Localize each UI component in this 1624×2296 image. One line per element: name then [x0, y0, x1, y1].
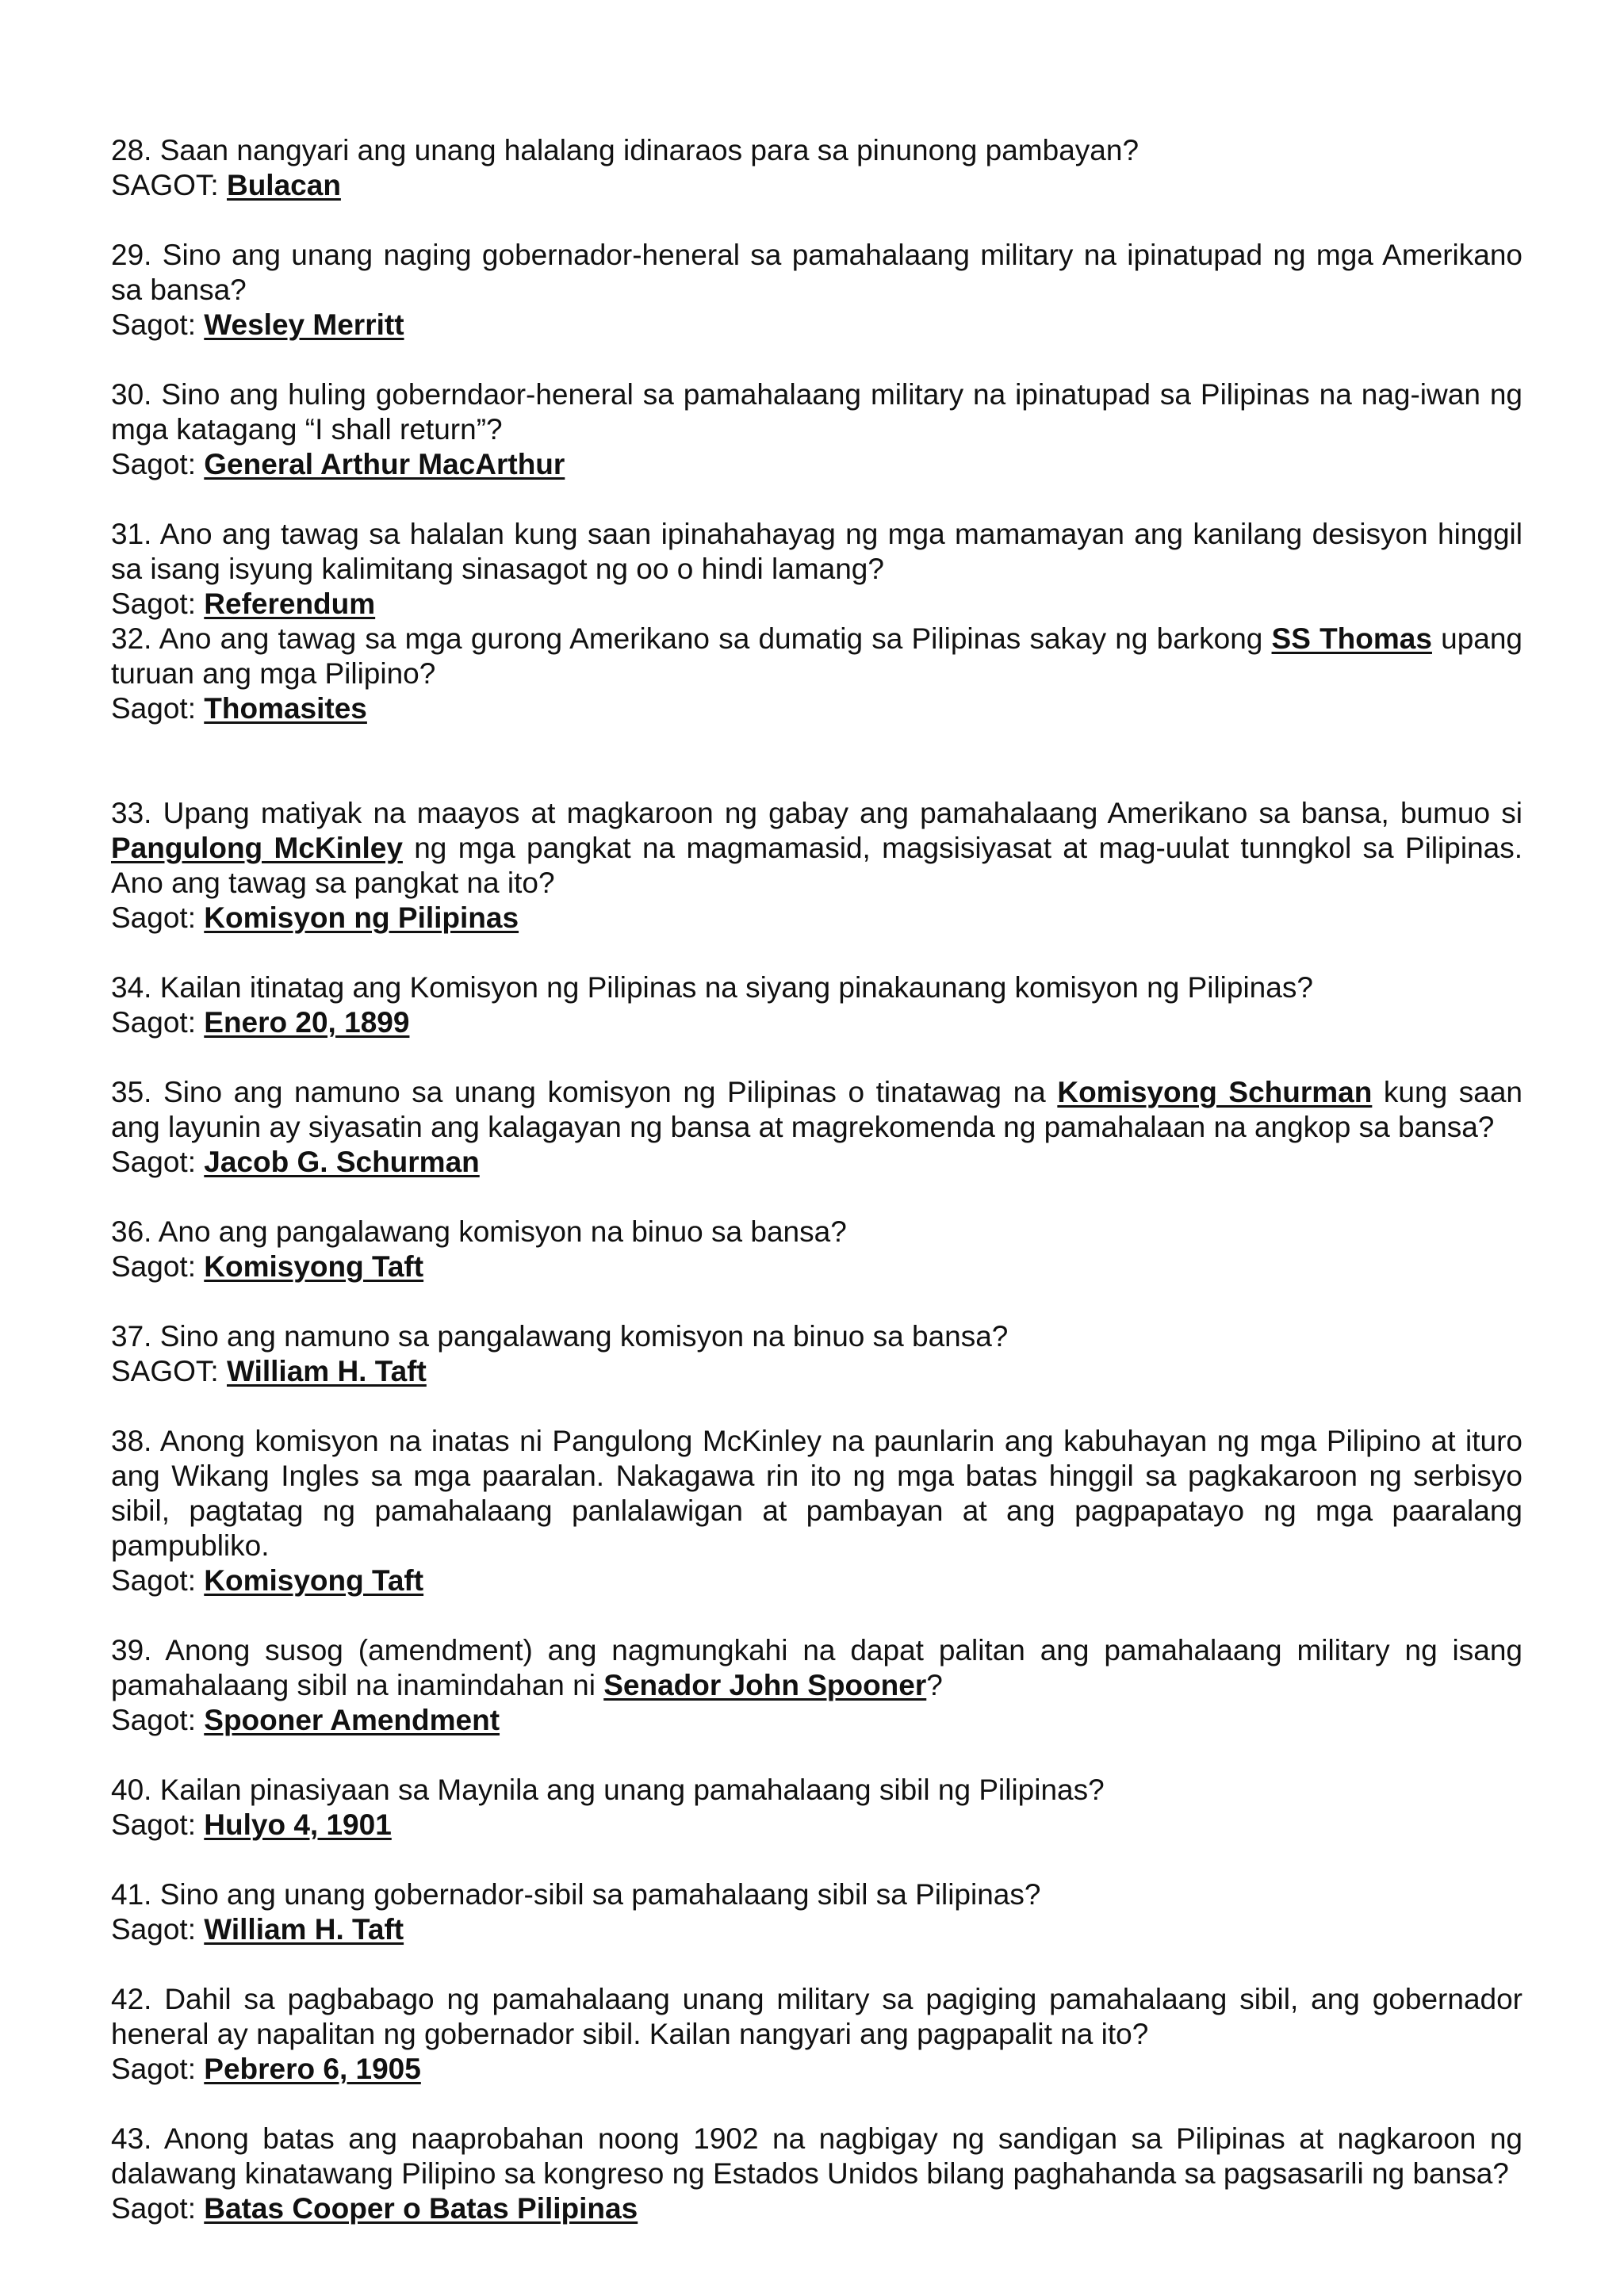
qa-item-31	[111, 517, 1522, 622]
question	[111, 1633, 1522, 1703]
question-text: Sino ang namuno sa unang komisyon ng Pilipinas o tinatawag na	[163, 1076, 1058, 1108]
question-number: 35.	[111, 1076, 152, 1108]
answer-label: Sagot:	[111, 1704, 196, 1736]
answer-text: Komisyon ng Pilipinas	[204, 901, 519, 934]
question-number: 39.	[111, 1634, 152, 1667]
answer-line	[111, 1249, 1522, 1284]
question	[111, 133, 1522, 168]
question	[111, 238, 1522, 308]
answer-line	[111, 1563, 1522, 1598]
answer-text: General Arthur MacArthur	[204, 448, 565, 480]
answer-line	[111, 1354, 1522, 1389]
answer-label: Sagot:	[111, 2053, 196, 2085]
question	[111, 517, 1522, 587]
question-text: Anong susog (amendment) ang nagmungkahi na dapat palitan ang pamahalaang military ng isang pamahalaang sibil na inamindahan ni	[111, 1634, 1522, 1701]
question-text: Sino ang unang gobernador-sibil sa pamahalaang sibil sa Pilipinas?	[159, 1878, 1041, 1911]
question-number: 37.	[111, 1320, 152, 1353]
question-number: 41.	[111, 1878, 152, 1911]
qa-item-36	[111, 1215, 1522, 1284]
answer-line	[111, 1808, 1522, 1843]
question	[111, 377, 1522, 447]
answer-label: SAGOT:	[111, 169, 219, 201]
answer-label: Sagot:	[111, 1006, 196, 1039]
answer-line	[111, 2052, 1522, 2087]
answer-text: Spooner Amendment	[204, 1704, 500, 1736]
qa-item-35	[111, 1075, 1522, 1180]
question-text: ng mga pangkat na magmamasid, magsisiyasat at mag-uulat tunngkol sa Pilipinas. Ano ang tawag sa pangkat na ito?	[111, 832, 1522, 899]
answer-label: Sagot:	[111, 1808, 196, 1841]
question-emphasis: SS Thomas	[1271, 622, 1432, 655]
question-number: 36.	[111, 1215, 152, 1248]
question	[111, 1075, 1522, 1145]
question-number: 32.	[111, 622, 152, 655]
question-text: Kailan pinasiyaan sa Maynila ang unang pamahalaang sibil ng Pilipinas?	[159, 1774, 1105, 1806]
qa-item-39	[111, 1633, 1522, 1738]
answer-line	[111, 587, 1522, 622]
qa-item-34	[111, 970, 1522, 1040]
question	[111, 970, 1522, 1005]
question-text: Upang matiyak na maayos at magkaroon ng gabay ang pamahalaang Amerikano sa bansa, bumuo si	[163, 797, 1523, 829]
question-number: 40.	[111, 1774, 152, 1806]
question	[111, 796, 1522, 901]
answer-text: Thomasites	[204, 692, 367, 725]
question-number: 38.	[111, 1425, 152, 1457]
answer-label: Sagot:	[111, 308, 196, 341]
answer-line	[111, 308, 1522, 342]
question-text: Ano ang tawag sa halalan kung saan ipinahahayag ng mga mamamayan ang kanilang desisyon hinggil sa isang isyung kalimitang sinasagot ng oo o hindi lamang?	[111, 518, 1522, 585]
qa-item-30	[111, 377, 1522, 482]
question-text: Kailan itinatag ang Komisyon ng Pilipinas na siyang pinakaunang komisyon ng Pilipinas?	[159, 971, 1313, 1004]
question-text: Anong komisyon na inatas ni Pangulong McKinley na paunlarin ang kabuhayan ng mga Pilipino at ituro ang Wikang Ingles sa mga paaralan. Nakagawa rin ito ng mga batas hinggil sa pagkakaroon ng serbisyo sibil, pagtatag ng pamahalaang panlalawigan at pambayan at ang pagpapatayo ng mga paaralang pampubliko.	[111, 1425, 1522, 1562]
question-number: 43.	[111, 2122, 152, 2155]
answer-label: Sagot:	[111, 1250, 196, 1283]
question-text: Sino ang unang naging gobernador-heneral sa pamahalaang military na ipinatupad ng mga Amerikano sa bansa?	[111, 239, 1522, 306]
qa-item-37	[111, 1319, 1522, 1389]
answer-line	[111, 2191, 1522, 2226]
question-number: 34.	[111, 971, 152, 1004]
answer-label: Sagot:	[111, 1564, 196, 1597]
answer-label: Sagot:	[111, 448, 196, 480]
question	[111, 1319, 1522, 1354]
answer-line	[111, 901, 1522, 936]
question	[111, 622, 1522, 691]
answer-line	[111, 691, 1522, 726]
question-number: 30.	[111, 378, 152, 411]
answer-label: SAGOT:	[111, 1355, 219, 1387]
qa-item-29	[111, 238, 1522, 342]
answer-label: Sagot:	[111, 1913, 196, 1946]
answer-label: Sagot:	[111, 692, 196, 725]
answer-label: Sagot:	[111, 2192, 196, 2225]
answer-text: Hulyo 4, 1901	[204, 1808, 392, 1841]
question-text: Sino ang namuno sa pangalawang komisyon na binuo sa bansa?	[159, 1320, 1009, 1353]
question-text: Anong batas ang naaprobahan noong 1902 na nagbigay ng sandigan sa Pilipinas at nagkaroon ng dalawang kinatawang Pilipino sa kongreso ng Estados Unidos bilang paghahanda sa pagsasarili ng bansa?	[111, 2122, 1522, 2190]
answer-line	[111, 1703, 1522, 1738]
question-number: 33.	[111, 797, 152, 829]
answer-text: Bulacan	[226, 169, 341, 201]
answer-text: Enero 20, 1899	[204, 1006, 410, 1039]
question-number: 29.	[111, 239, 152, 271]
answer-text: William H. Taft	[226, 1355, 427, 1387]
question	[111, 1877, 1522, 1912]
qa-item-41	[111, 1877, 1522, 1947]
answer-label: Sagot:	[111, 1146, 196, 1178]
question-number: 31.	[111, 518, 152, 550]
question-text: Sino ang huling goberndaor-heneral sa pamahalaang military na ipinatupad sa Pilipinas na nag-iwan ng mga katagang “I shall return”?	[111, 378, 1522, 446]
answer-line	[111, 1005, 1522, 1040]
qa-item-42	[111, 1982, 1522, 2087]
answer-text: Referendum	[204, 587, 376, 620]
answer-text: Batas Cooper o Batas Pilipinas	[204, 2192, 638, 2225]
qa-item-28	[111, 133, 1522, 203]
question-text: Dahil sa pagbabago ng pamahalaang unang military sa pagiging pamahalaang sibil, ang gobernador heneral ay napalitan ng gobernador sibil. Kailan nangyari ang pagpapalit na ito?	[111, 1983, 1522, 2050]
qa-item-33	[111, 796, 1522, 936]
answer-text: Komisyong Taft	[204, 1250, 424, 1283]
question	[111, 2122, 1522, 2191]
question-text: Ano ang tawag sa mga gurong Amerikano sa dumatig sa Pilipinas sakay ng barkong	[159, 622, 1272, 655]
answer-text: Jacob G. Schurman	[204, 1146, 480, 1178]
question-text: kung saan ang layunin ay siyasatin ang kalagayan ng bansa at magrekomenda ng pamahalaan na angkop sa bansa?	[111, 1076, 1522, 1143]
answer-text: Pebrero 6, 1905	[204, 2053, 421, 2085]
question-number: 42.	[111, 1983, 152, 2015]
answer-line	[111, 1145, 1522, 1180]
answer-label: Sagot:	[111, 901, 196, 934]
qa-item-43	[111, 2122, 1522, 2226]
question-emphasis: Senador John Spooner	[603, 1669, 927, 1701]
question-number: 28.	[111, 134, 152, 166]
question-emphasis: Pangulong McKinley	[111, 832, 403, 864]
answer-label: Sagot:	[111, 587, 196, 620]
question	[111, 1424, 1522, 1563]
answer-text: Komisyong Taft	[204, 1564, 424, 1597]
question-emphasis: Komisyong Schurman	[1057, 1076, 1373, 1108]
answer-text: Wesley Merritt	[204, 308, 404, 341]
answer-line	[111, 1912, 1522, 1947]
question	[111, 1982, 1522, 2052]
question-text: ?	[926, 1669, 943, 1701]
question-text: Ano ang pangalawang komisyon na binuo sa bansa?	[158, 1215, 847, 1248]
question-text: Saan nangyari ang unang halalang idinaraos para sa pinunong pambayan?	[159, 134, 1139, 166]
qa-item-40	[111, 1773, 1522, 1843]
answer-line	[111, 447, 1522, 482]
answer-text: William H. Taft	[204, 1913, 404, 1946]
question	[111, 1215, 1522, 1249]
question	[111, 1773, 1522, 1808]
qa-item-32	[111, 622, 1522, 726]
question-text: upang turuan ang mga Pilipino?	[111, 622, 1523, 690]
qa-item-38	[111, 1424, 1522, 1598]
answer-line	[111, 168, 1522, 203]
